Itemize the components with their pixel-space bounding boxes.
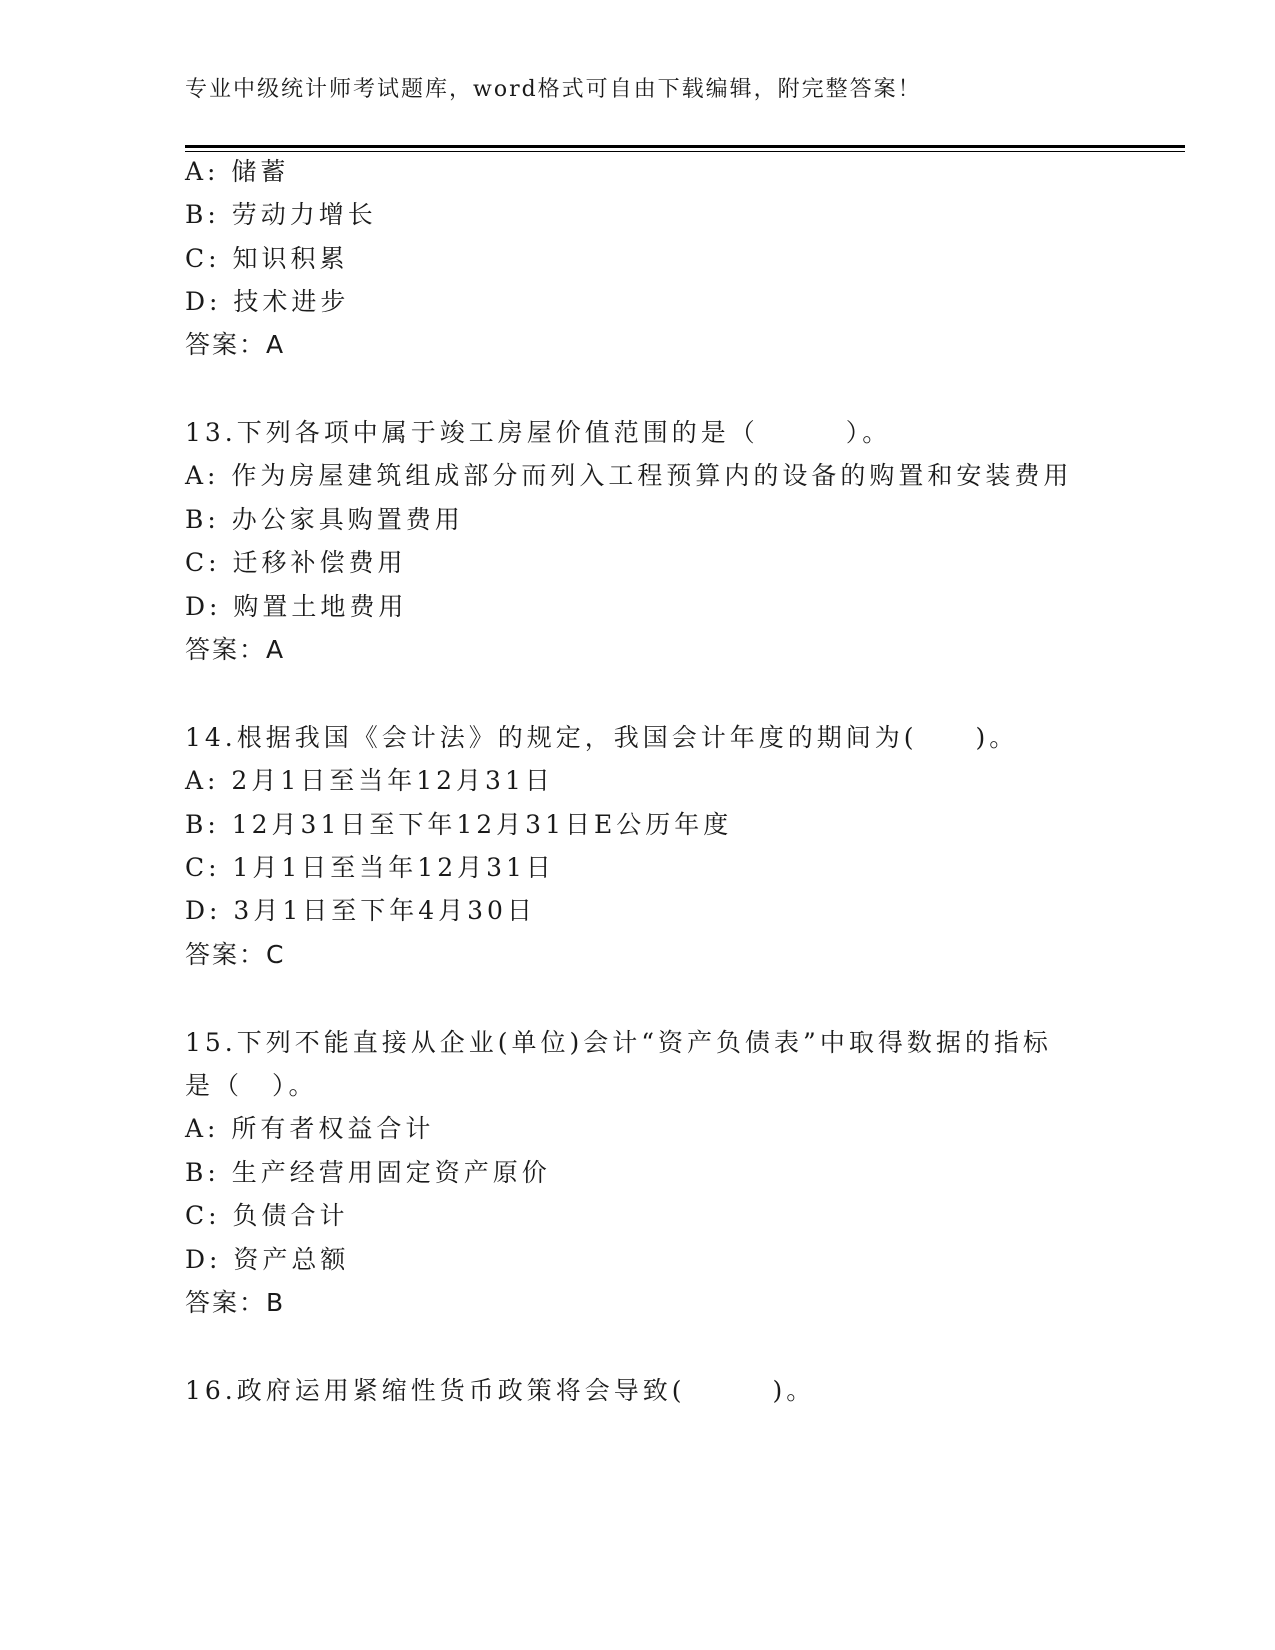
q14-option-d: D: 3月1日至下年4月30日 xyxy=(185,896,536,925)
q15-option-d: D: 资产总额 xyxy=(185,1245,350,1274)
q13-option-d: D: 购置土地费用 xyxy=(185,592,408,621)
header-rule-thin xyxy=(185,151,1185,152)
q13-option-a: A: 作为房屋建筑组成部分而列入工程预算内的设备的购置和安装费用 xyxy=(185,461,1073,490)
q15-stem-line-2: 是（ ）。 xyxy=(185,1071,318,1100)
q15-option-a: A: 所有者权益合计 xyxy=(185,1114,435,1143)
q12-option-b: B: 劳动力增长 xyxy=(185,200,377,229)
q13-option-c: C: 迁移补偿费用 xyxy=(185,548,407,577)
q14-option-a: A: 2月1日至当年12月31日 xyxy=(185,766,554,795)
q12-option-c: C: 知识积累 xyxy=(185,244,349,273)
q15-option-c: C: 负债合计 xyxy=(185,1201,349,1230)
q15-stem-line-1: 15.下列不能直接从企业(单位)会计“资产负债表”中取得数据的指标 xyxy=(185,1028,1052,1057)
q13-option-b: B: 办公家具购置费用 xyxy=(185,505,464,534)
q13-answer: 答案：A xyxy=(185,635,286,664)
q12-option-d: D: 技术进步 xyxy=(185,287,350,316)
q16-stem: 16.政府运用紧缩性货币政策将会导致( )。 xyxy=(185,1376,816,1405)
q14-stem: 14.根据我国《会计法》的规定，我国会计年度的期间为( )。 xyxy=(185,723,1019,752)
q13-stem: 13.下列各项中属于竣工房屋价值范围的是（ ）。 xyxy=(185,418,892,447)
q12-answer: 答案：A xyxy=(185,330,286,359)
q14-answer: 答案：C xyxy=(185,940,286,969)
page-header: 专业中级统计师考试题库，word格式可自由下载编辑，附完整答案！ xyxy=(185,77,922,102)
q15-answer: 答案：B xyxy=(185,1288,286,1317)
q15-option-b: B: 生产经营用固定资产原价 xyxy=(185,1158,551,1187)
header-rule-thick xyxy=(185,145,1185,148)
q14-option-b: B: 12月31日至下年12月31日E公历年度 xyxy=(185,810,733,839)
q12-option-a: A: 储蓄 xyxy=(185,157,290,186)
q14-option-c: C: 1月1日至当年12月31日 xyxy=(185,853,555,882)
